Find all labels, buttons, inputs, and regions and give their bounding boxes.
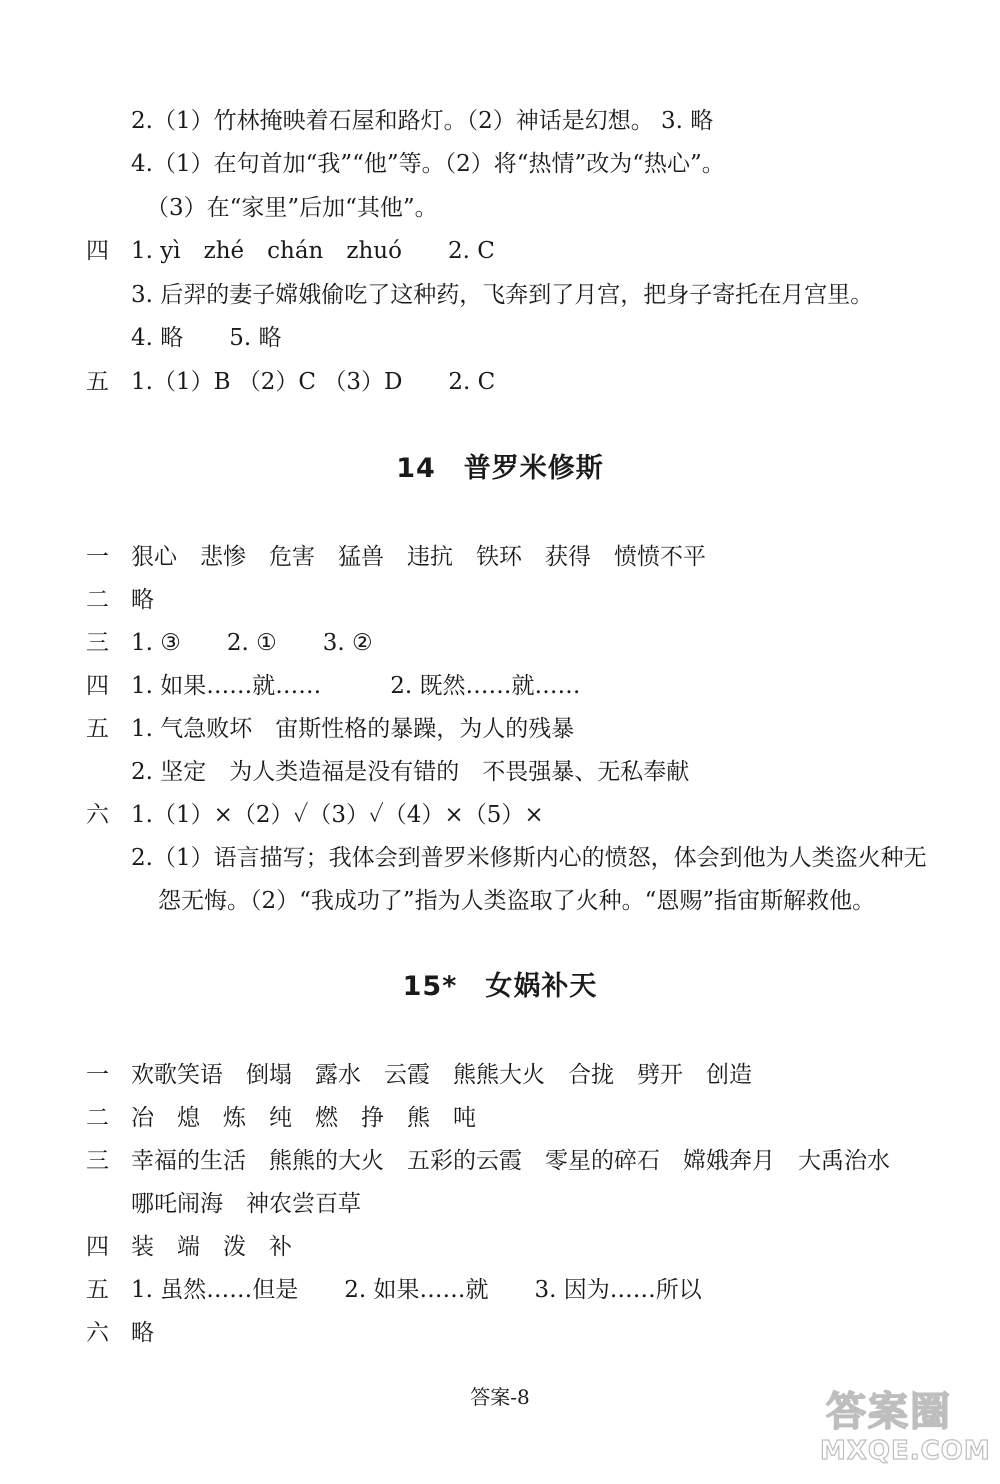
l14-line-9: 怨无悔。（2）“我成功了”指为人类盗取了火种。“恩赐”指宙斯解救他。: [158, 888, 876, 914]
l15-label-five: 五: [86, 1277, 109, 1303]
l15-line-2: 冶 熄 炼 纯 燃 挣 熊 吨: [131, 1105, 476, 1131]
l14-line-3: 1. ③ 2. ① 3. ②: [131, 630, 373, 656]
l15-line-6: 1. 虽然……但是 2. 如果……就 3. 因为……所以: [131, 1277, 702, 1303]
l15-line-3: 幸福的生活 熊熊的大火 五彩的云霞 零星的碎石 嫦娥奔月 大禹治水: [131, 1148, 890, 1174]
prev-label-five: 五: [86, 369, 109, 395]
l15-line-1: 欢歌笑语 倒塌 露水 云霞 熊熊大火 合拢 劈开 创造: [131, 1062, 752, 1088]
l15-line-7: 略: [131, 1320, 154, 1346]
l15-label-one: 一: [86, 1062, 109, 1088]
prev-line-6: 4. 略 5. 略: [131, 325, 282, 351]
l14-label-two: 二: [86, 587, 109, 613]
lesson14-title: 14 普罗米修斯: [396, 453, 604, 484]
l14-line-8: 2.（1）语言描写；我体会到普罗米修斯内心的愤怒，体会到他为人类盗火种无: [131, 845, 927, 871]
lesson15-title: 15* 女娲补天: [402, 971, 598, 1002]
l14-label-four: 四: [86, 673, 109, 699]
l14-line-7: 1.（1）×（2）✓（3）✓（4）×（5）×: [131, 802, 544, 828]
prev-line-4: 1. yì zhé chán zhuó 2. C: [131, 238, 495, 264]
l15-label-six: 六: [86, 1320, 109, 1346]
l15-line-5: 装 端 泼 补: [131, 1234, 292, 1260]
l14-line-1: 狠心 悲惨 危害 猛兽 违抗 铁环 获得 愤愤不平: [131, 544, 706, 570]
prev-line-7: 1.（1）B （2）C （3）D 2. C: [131, 369, 496, 395]
l14-line-5: 1. 气急败坏 宙斯性格的暴躁，为人的残暴: [131, 716, 575, 742]
l15-line-4: 哪吒闹海 神农尝百草: [131, 1191, 361, 1217]
l14-label-six: 六: [86, 802, 109, 828]
l14-label-three: 三: [86, 630, 109, 656]
l14-label-five: 五: [86, 716, 109, 742]
prev-line-1: 2.（1）竹林掩映着石屋和路灯。（2）神话是幻想。 3. 略: [131, 108, 714, 134]
watermark-logo: [812, 1380, 991, 1472]
l14-line-4: 1. 如果……就…… 2. 既然……就……: [131, 673, 581, 699]
prev-line-3: （3）在“家里”后加“其他”。: [146, 195, 438, 221]
prev-line-2: 4.（1）在句首加“我”“他”等。（2）将“热情”改为“热心”。: [131, 151, 725, 177]
prev-label-four: 四: [86, 238, 109, 264]
l14-line-2: 略: [131, 587, 154, 613]
page-number: 答案-8: [470, 1385, 530, 1409]
watermark-top-text: 答案圈: [826, 1389, 952, 1435]
l15-label-four: 四: [86, 1234, 109, 1260]
l14-label-one: 一: [86, 544, 109, 570]
l15-label-three: 三: [86, 1148, 109, 1174]
prev-line-5: 3. 后羿的妻子嫦娥偷吃了这种药，飞奔到了月宫，把身子寄托在月宫里。: [131, 282, 874, 308]
l15-label-two: 二: [86, 1105, 109, 1131]
watermark-bottom-text: MXQE.COM: [820, 1436, 991, 1466]
l14-line-6: 2. 坚定 为人类造福是没有错的 不畏强暴、无私奉献: [131, 759, 690, 785]
